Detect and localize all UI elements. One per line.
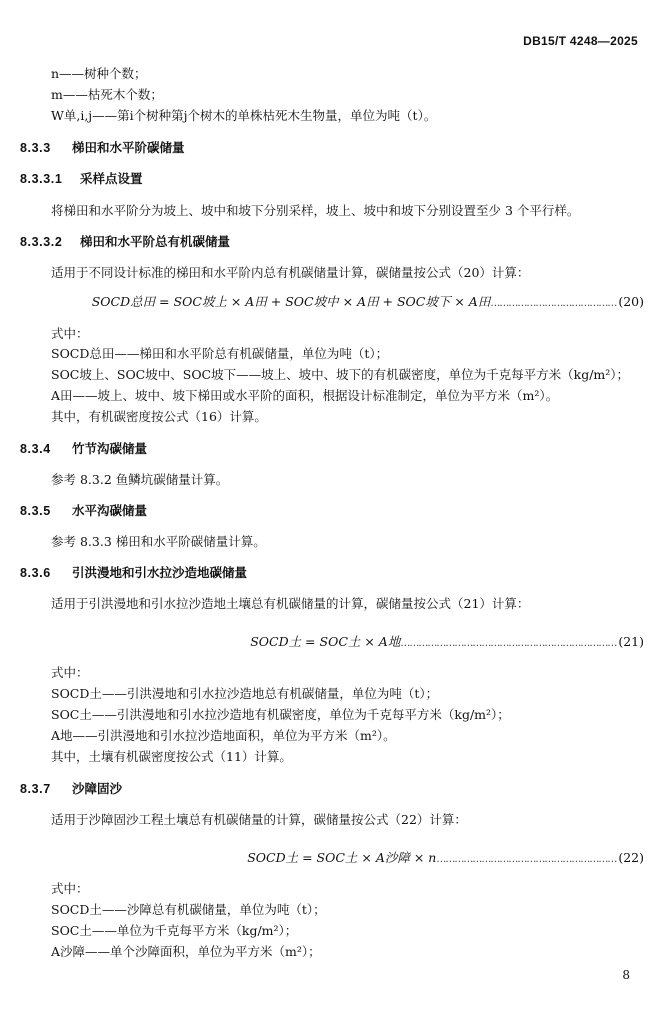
document-code: DB15/T 4248—2025 — [523, 34, 638, 48]
section-title: 引洪漫地和引水拉沙造地碳储量 — [72, 565, 248, 580]
definition-n: n——树种个数； — [51, 66, 147, 81]
section-title: 水平沟碳储量 — [72, 503, 148, 518]
definition-m: m——枯死木个数； — [51, 87, 163, 102]
paragraph-8-3-6-intro: 适用于引洪漫地和引水拉沙造地土壤总有机碳储量的计算，碳储量按公式（21）计算： — [51, 596, 530, 611]
section-title: 沙障固沙 — [72, 781, 123, 796]
section-heading-8-3-4 — [20, 441, 147, 457]
formula-expression: SOCD总田 = SOC坡上 × A田 + SOC坡中 × A田 + SOC坡下 × A田 — [91, 294, 491, 309]
section-heading-8-3-6 — [20, 565, 247, 581]
section-title: 采样点设置 — [80, 171, 143, 186]
formula-number: (21) — [618, 634, 644, 649]
definition-w: W单,i,j——第i个树种第j个树木的单株枯死木生物量，单位为吨（t）。 — [51, 108, 437, 123]
paragraph-8-3-3-1: 将梯田和水平阶分为坡上、坡中和坡下分别采样，坡上、坡中和坡下分别设置至少 3 个平行样。 — [51, 203, 580, 218]
definition-soc-slopes: SOC坡上、SOC坡中、SOC坡下——坡上、坡中、坡下的有机碳密度，单位为千克每平方米（kg/m²）； — [51, 367, 630, 382]
section-heading-8-3-3 — [20, 140, 185, 156]
definition-socd-sand: SOCD土——沙障总有机碳储量，单位为吨（t）； — [51, 902, 326, 917]
formula-20 — [92, 294, 644, 312]
definition-soc-soil: SOC土——引洪漫地和引水拉沙造地有机碳密度，单位为千克每平方米（kg/m²）； — [51, 707, 510, 722]
leader-dots: …………………………………………………… — [436, 854, 617, 865]
section-title: 梯田和水平阶总有机碳储量 — [80, 234, 231, 249]
definition-a-field: A田——坡上、坡中、坡下梯田或水平阶的面积，根据设计标准制定，单位为平方米（m²）。 — [51, 388, 559, 403]
definition-a-land: A地——引洪漫地和引水拉沙造地面积，单位为平方米（m²）。 — [51, 728, 396, 743]
where-label: 式中： — [51, 665, 89, 680]
section-title: 梯田和水平阶碳储量 — [72, 140, 185, 155]
formula-expression: SOCD土 = SOC土 × A沙障 × n — [247, 850, 437, 865]
definition-soc-sand: SOC土——单位为千克每平方米（kg/m²）； — [51, 923, 298, 938]
section-heading-8-3-3-2 — [20, 234, 230, 250]
section-heading-8-3-3-1 — [20, 171, 143, 187]
leader-dots: ……………………………………………………………… — [400, 638, 617, 649]
where-label: 式中： — [51, 881, 89, 896]
definition-socd-soil: SOCD土——引洪漫地和引水拉沙造地总有机碳储量，单位为吨（t）； — [51, 686, 439, 701]
section-number: 8.3.7 — [20, 782, 51, 796]
definition-socd-total: SOCD总田——梯田和水平阶总有机碳储量，单位为吨（t）； — [51, 346, 389, 361]
formula-number: (22) — [618, 850, 644, 865]
formula-22 — [247, 850, 644, 868]
paragraph-8-3-5: 参考 8.3.3 梯田和水平阶碳储量计算。 — [51, 534, 266, 549]
section-number: 8.3.3 — [20, 141, 51, 155]
section-number: 8.3.4 — [20, 442, 51, 456]
section-title: 竹节沟碳储量 — [72, 441, 148, 456]
paragraph-8-3-3-2-intro: 适用于不同设计标准的梯田和水平阶内总有机碳储量计算，碳储量按公式（20）计算： — [51, 265, 530, 280]
note-formula-16: 其中，有机碳密度按公式（16）计算。 — [51, 409, 267, 424]
section-number: 8.3.3.2 — [20, 235, 63, 249]
section-heading-8-3-5 — [20, 503, 147, 519]
paragraph-8-3-7-intro: 适用于沙障固沙工程土壤总有机碳储量的计算，碳储量按公式（22）计算： — [51, 812, 467, 827]
section-number: 8.3.6 — [20, 566, 51, 580]
note-formula-11: 其中，土壤有机碳密度按公式（11）计算。 — [51, 749, 292, 764]
page-number: 8 — [622, 968, 630, 982]
formula-expression: SOCD土 = SOC土 × A地 — [250, 634, 401, 649]
formula-number: (20) — [618, 294, 644, 309]
formula-21 — [250, 634, 644, 652]
where-label: 式中： — [51, 326, 89, 341]
leader-dots: …………………………………… — [490, 298, 617, 309]
section-heading-8-3-7 — [20, 781, 122, 797]
section-number: 8.3.5 — [20, 504, 51, 518]
section-number: 8.3.3.1 — [20, 172, 63, 186]
definition-a-sand-barrier: A沙障——单个沙障面积，单位为平方米（m²）； — [51, 944, 321, 959]
paragraph-8-3-4: 参考 8.3.2 鱼鳞坑碳储量计算。 — [51, 472, 229, 487]
